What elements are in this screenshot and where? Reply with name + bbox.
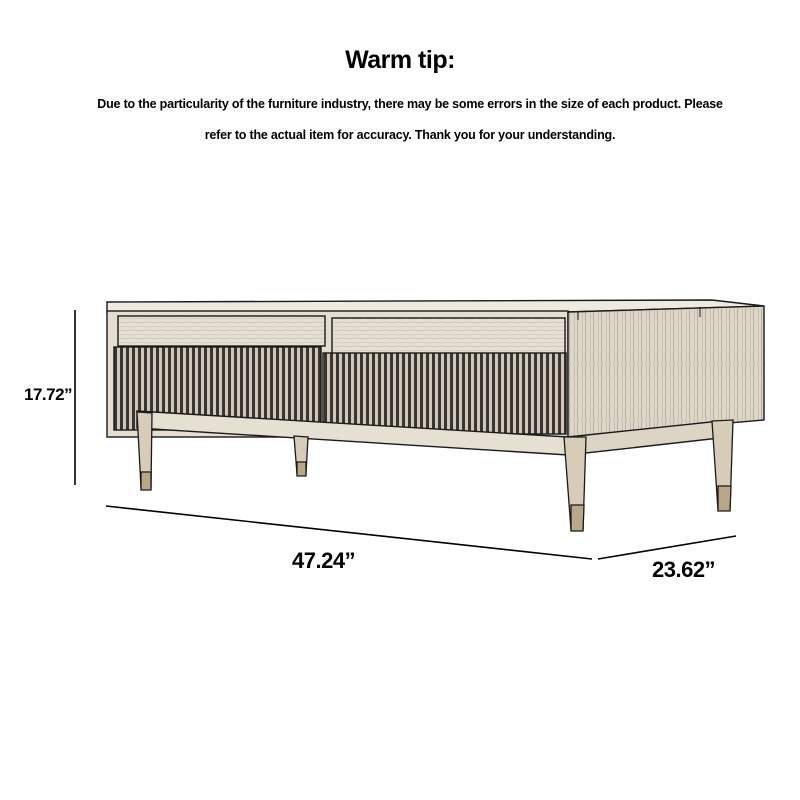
- warm-tip-heading: Warm tip:: [345, 46, 455, 74]
- cabinet-side: [568, 306, 764, 437]
- height-dimension-label: 17.72”: [24, 385, 73, 404]
- drawer-right: [332, 318, 565, 356]
- cabinet: [107, 300, 764, 455]
- depth-dimension-line: [598, 536, 736, 559]
- drawer-left: [118, 316, 325, 346]
- fluted-panel-right: [323, 353, 566, 434]
- depth-dimension-label: 23.62”: [652, 557, 716, 582]
- warm-tip-line-2: refer to the actual item for accuracy. Thank you for your understanding.: [204, 128, 616, 142]
- width-dimension-label: 47.24”: [292, 548, 356, 573]
- warm-tip-line-1: Due to the particularity of the furniture industry, there may be some errors in the size of each product. Please: [97, 97, 723, 111]
